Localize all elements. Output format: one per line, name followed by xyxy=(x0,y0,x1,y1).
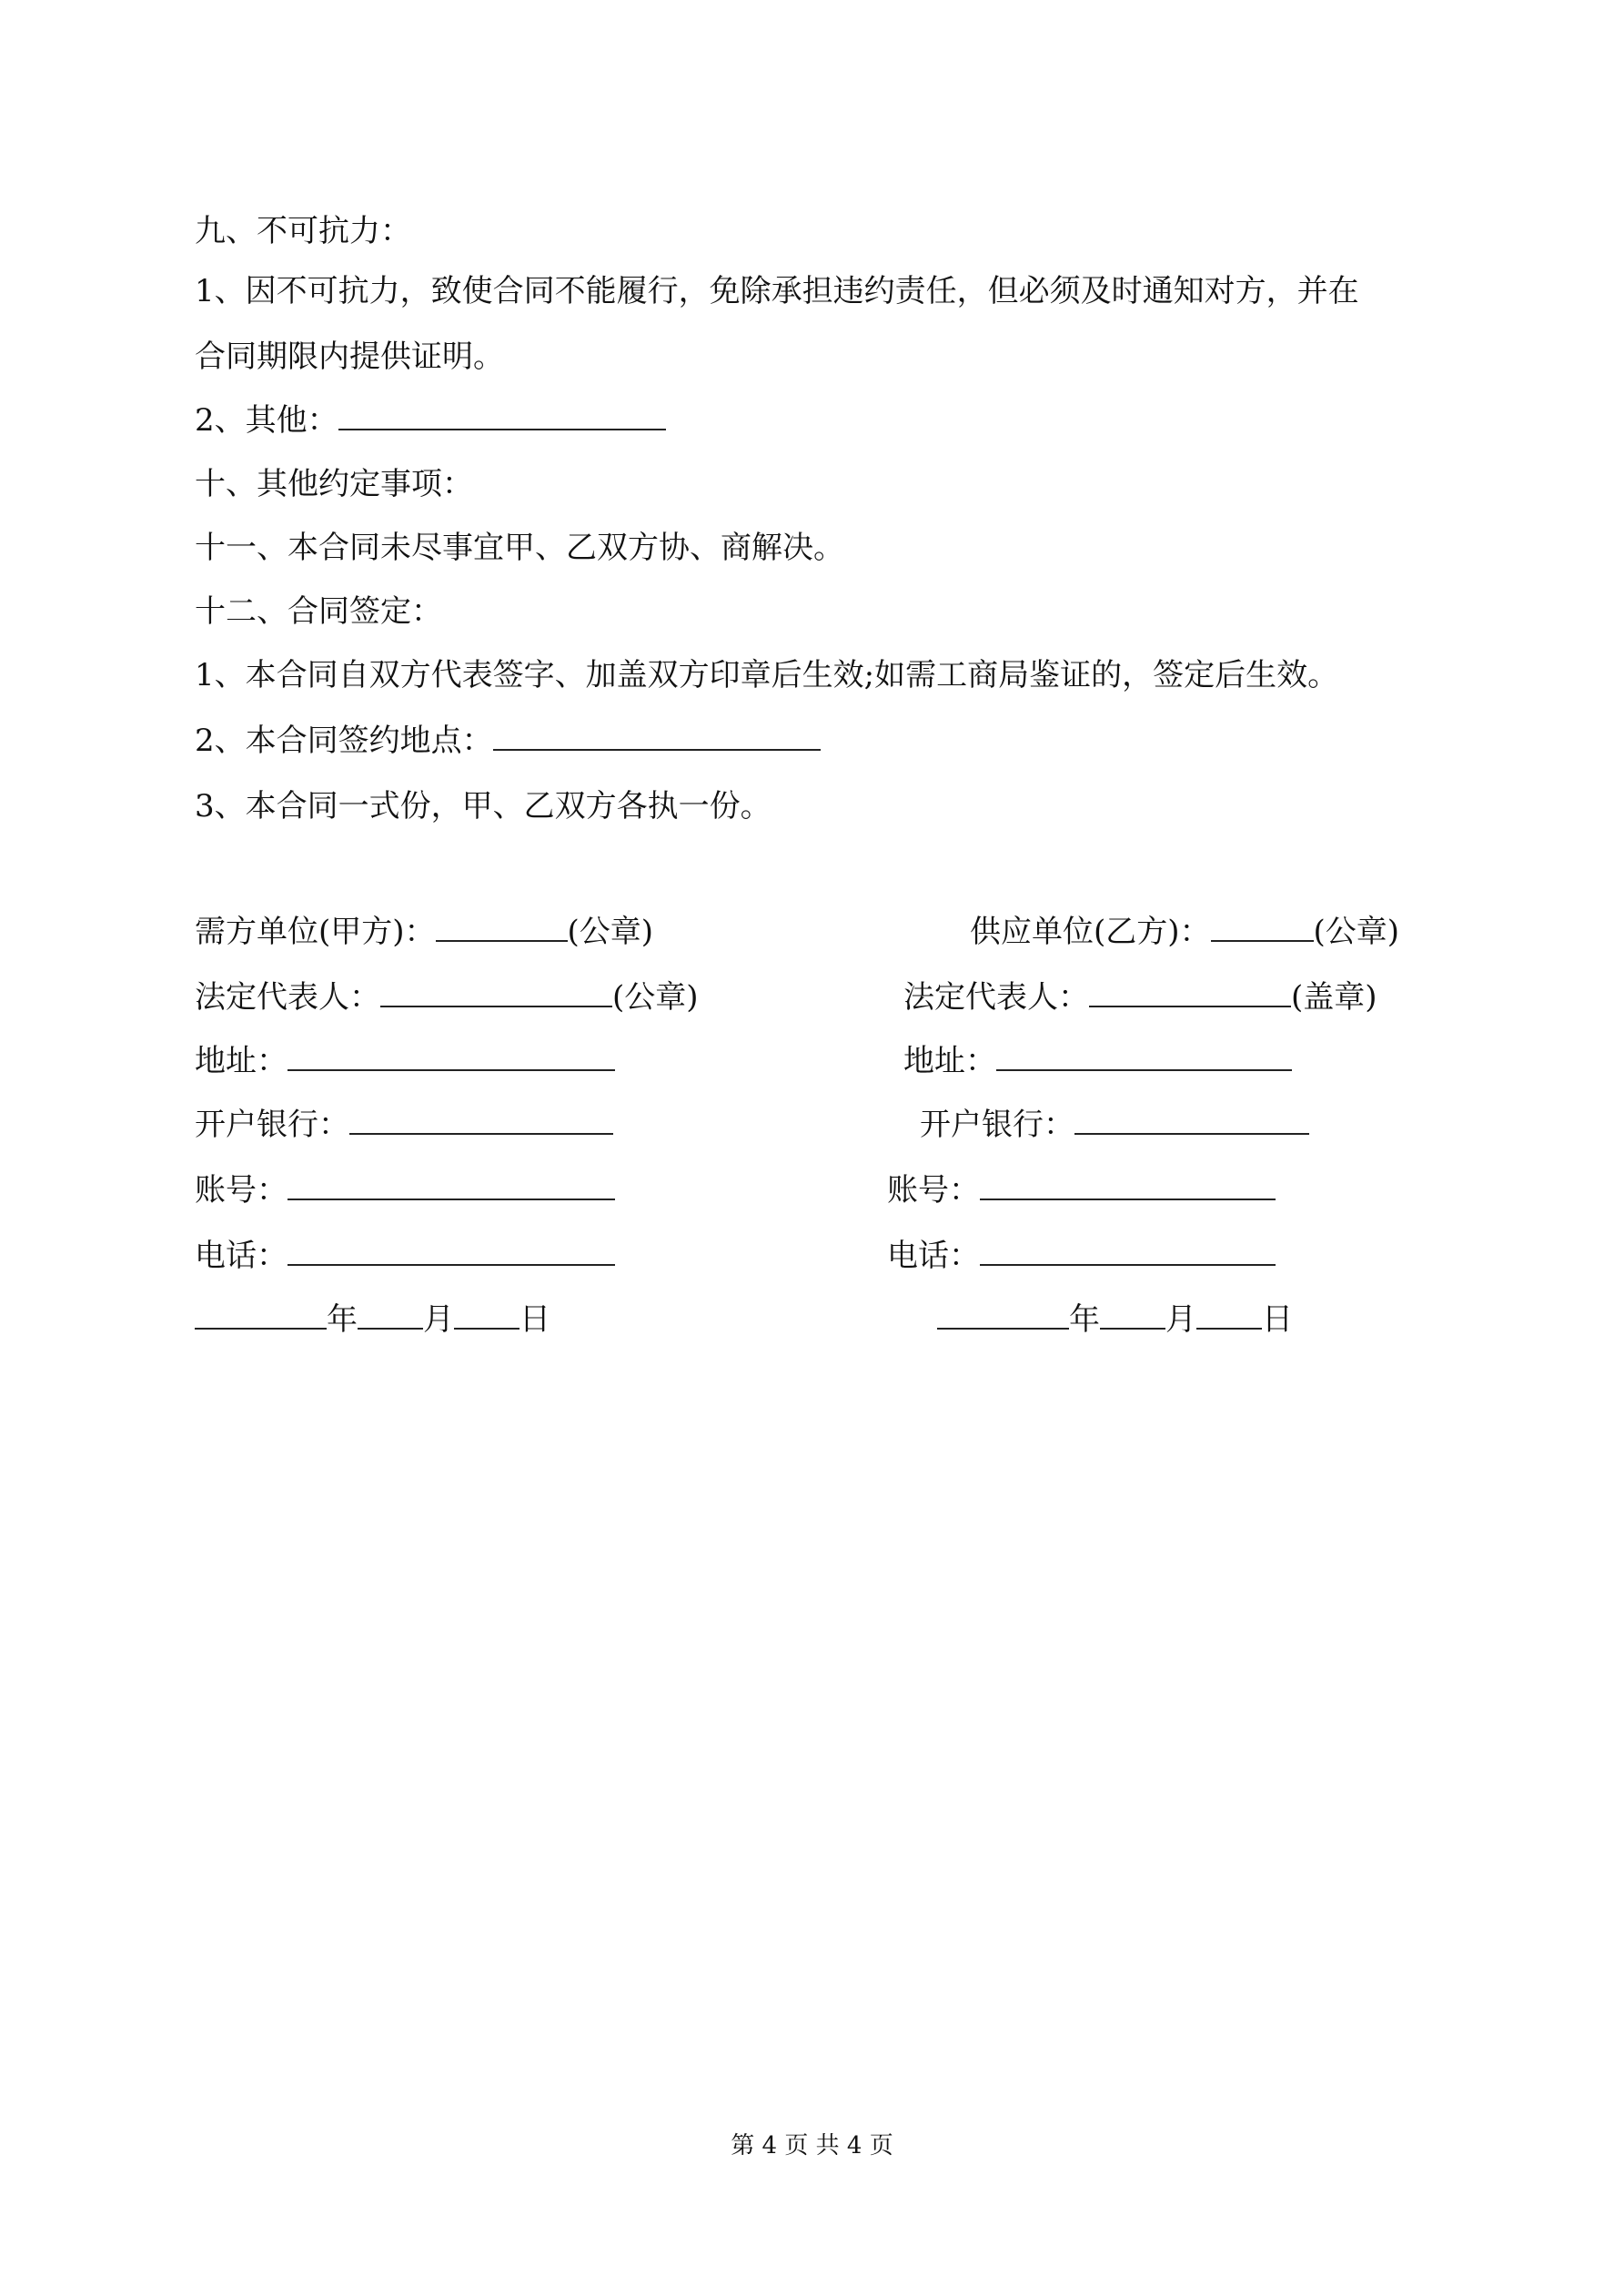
party-a-address xyxy=(195,1039,615,1083)
party-b-unit-label: 供应单位(乙方)： xyxy=(970,914,1211,950)
party-b-rep-label: 法定代表人： xyxy=(903,979,1089,1016)
party-b-unit-blank[interactable] xyxy=(1211,913,1314,942)
party-b-address xyxy=(903,1039,1292,1083)
party-a-bank-label: 开户银行： xyxy=(195,1107,349,1143)
party-b-date xyxy=(937,1298,1293,1341)
party-a-phone-blank[interactable] xyxy=(287,1237,615,1266)
party-b-rep xyxy=(903,976,1377,1019)
party-b-year-blank[interactable] xyxy=(937,1300,1069,1330)
party-b-rep-suffix: (盖章) xyxy=(1291,979,1377,1016)
party-b-address-label: 地址： xyxy=(903,1043,996,1079)
party-a-rep-suffix: (公章) xyxy=(612,979,699,1016)
party-a-rep-label: 法定代表人： xyxy=(195,979,380,1016)
section-12-item-1: 1、本合同自双方代表签字、加盖双方印章后生效;如需工商局鉴证的，签定后生效。 xyxy=(195,657,1339,693)
section-10-heading: 十、其他约定事项： xyxy=(195,466,473,502)
other-blank[interactable] xyxy=(338,401,666,430)
party-b-phone-blank[interactable] xyxy=(980,1237,1276,1266)
party-a-bank xyxy=(195,1103,613,1147)
page-number: 第 4 页 共 4 页 xyxy=(731,2132,893,2159)
party-a-account-label: 账号： xyxy=(195,1172,287,1209)
party-b-day-blank[interactable] xyxy=(1196,1300,1262,1330)
signing-place-blank[interactable] xyxy=(493,722,821,751)
party-b-bank-blank[interactable] xyxy=(1074,1106,1309,1135)
section-9-heading: 九、不可抗力： xyxy=(195,213,411,249)
party-a-unit-blank[interactable] xyxy=(436,913,568,942)
party-a-unit-suffix: (公章) xyxy=(567,914,654,950)
party-a-day-label: 日 xyxy=(519,1301,550,1338)
party-a-phone xyxy=(195,1234,615,1278)
party-b-bank xyxy=(920,1103,1309,1147)
party-b-unit xyxy=(970,910,1399,954)
party-b-account-blank[interactable] xyxy=(980,1171,1276,1200)
party-a-unit xyxy=(195,910,653,954)
party-a-rep-blank[interactable] xyxy=(380,978,612,1007)
party-b-day-label: 日 xyxy=(1262,1301,1293,1338)
party-b-account xyxy=(887,1168,1276,1212)
party-a-bank-blank[interactable] xyxy=(349,1106,613,1135)
party-a-account-blank[interactable] xyxy=(287,1171,615,1200)
section-9-item-2 xyxy=(195,399,666,442)
party-b-bank-label: 开户银行： xyxy=(920,1107,1074,1143)
party-a-account xyxy=(195,1168,615,1212)
section-9-item-1-line-2: 合同期限内提供证明。 xyxy=(195,339,504,375)
section-12-item-2 xyxy=(195,719,821,763)
party-b-year-label: 年 xyxy=(1069,1301,1100,1338)
party-b-unit-suffix: (公章) xyxy=(1313,914,1400,950)
party-a-month-label: 月 xyxy=(423,1301,454,1338)
party-b-address-blank[interactable] xyxy=(996,1042,1292,1071)
party-b-phone xyxy=(887,1234,1276,1278)
party-a-year-blank[interactable] xyxy=(195,1300,327,1330)
party-a-address-blank[interactable] xyxy=(287,1042,615,1071)
section-9-item-2-label: 2、其他： xyxy=(195,402,338,439)
section-11: 十一、本合同未尽事宜甲、乙双方协、商解决。 xyxy=(195,530,844,566)
party-a-unit-label: 需方单位(甲方)： xyxy=(195,914,436,950)
party-a-phone-label: 电话： xyxy=(195,1238,287,1274)
party-a-date xyxy=(195,1298,550,1341)
party-a-day-blank[interactable] xyxy=(454,1300,519,1330)
party-a-year-label: 年 xyxy=(327,1301,358,1338)
party-a-rep xyxy=(195,976,699,1019)
section-12-heading: 十二、合同签定： xyxy=(195,593,442,630)
party-a-address-label: 地址： xyxy=(195,1043,287,1079)
party-b-account-label: 账号： xyxy=(887,1172,980,1209)
section-9-item-1-line-1: 1、因不可抗力，致使合同不能履行，免除承担违约责任，但必须及时通知对方，并在 xyxy=(195,273,1359,309)
party-b-phone-label: 电话： xyxy=(887,1238,980,1274)
party-b-rep-blank[interactable] xyxy=(1089,978,1291,1007)
section-12-item-3: 3、本合同一式份，甲、乙双方各执一份。 xyxy=(195,788,772,824)
party-b-month-blank[interactable] xyxy=(1100,1300,1165,1330)
party-b-month-label: 月 xyxy=(1165,1301,1196,1338)
section-12-item-2-label: 2、本合同签约地点： xyxy=(195,723,493,759)
party-a-month-blank[interactable] xyxy=(358,1300,423,1330)
